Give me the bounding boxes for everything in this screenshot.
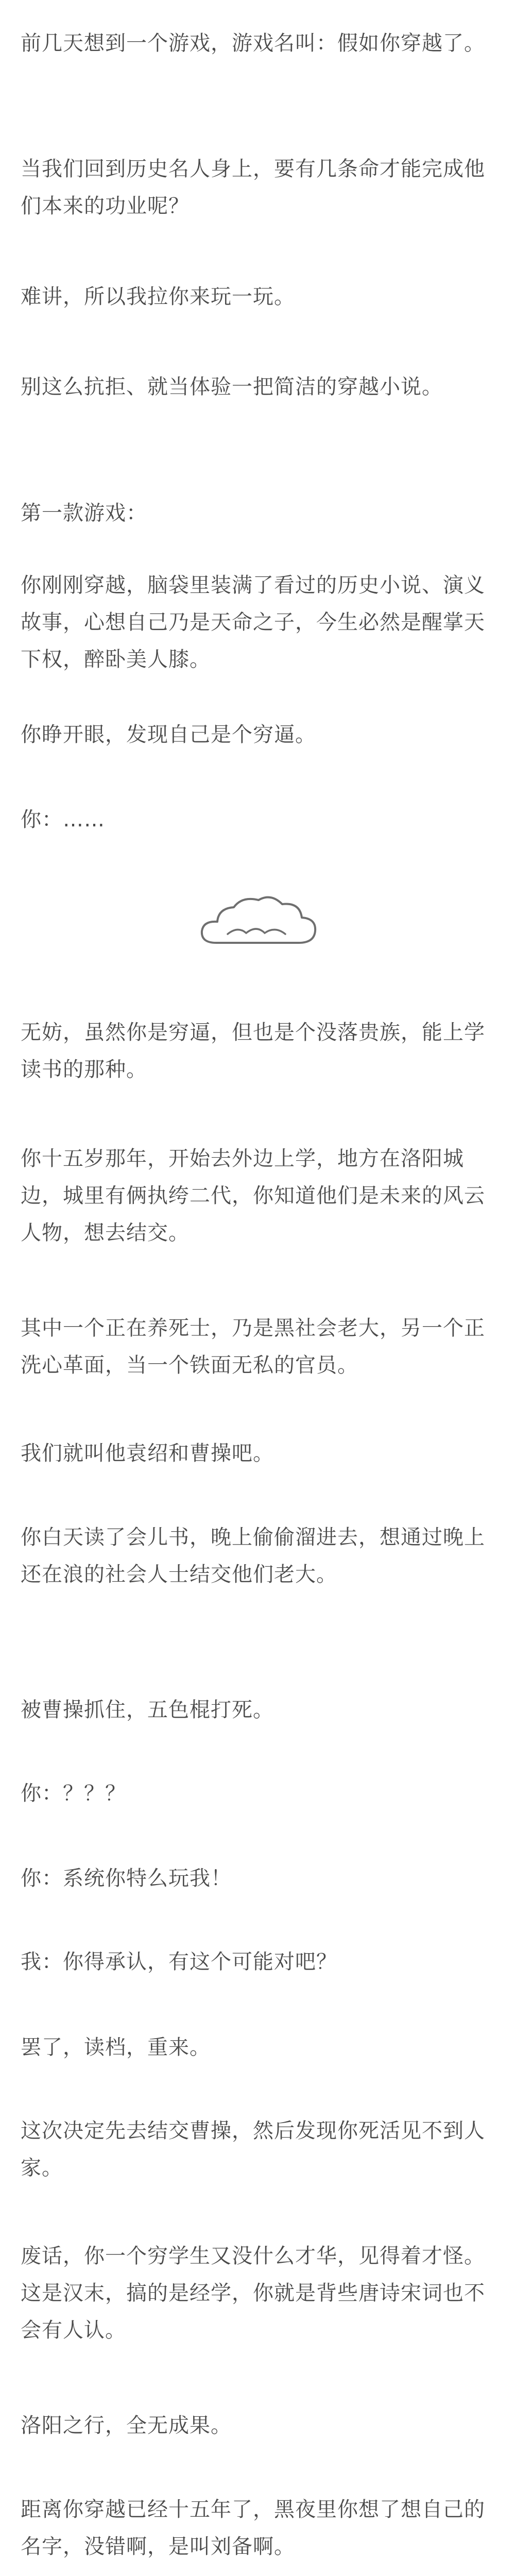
paragraph-11: 其中一个正在养死士，乃是黑社会老大，另一个正洗心革面，当一个铁面无私的官员。 (21, 1316, 485, 1377)
paragraph-19: 这次决定先去结交曹操，然后发现你死活见不到人家。 (21, 2119, 485, 2180)
paragraph-18: 罢了，读档，重来。 (21, 2036, 211, 2059)
paragraph-8: 你：…… (21, 808, 105, 832)
paragraph-16: 你：系统你特么玩我！ (21, 1867, 232, 1890)
paragraph-12: 我们就叫他袁绍和曹操吧。 (21, 1442, 274, 1465)
paragraph-13: 你白天读了会儿书，晚上偷偷溜进去，想通过晚上还在浪的社会人士结交他们老大。 (21, 1526, 485, 1586)
paragraph-6: 你刚刚穿越，脑袋里装满了看过的历史小说、演义故事，心想自己乃是天命之子，今生必然是醒掌天下权，醉卧美人膝。 (21, 573, 485, 671)
paragraph-5: 第一款游戏： (21, 501, 147, 525)
paragraph-17: 我：你得承认，有这个可能对吧？ (21, 1950, 337, 1974)
paragraph-21: 洛阳之行，全无成果。 (21, 2414, 232, 2437)
paragraph-20: 废话，你一个穷学生又没什么才华，见得着才怪。这是汉末，搞的是经学，你就是背些唐诗宋词也不会有人认。 (21, 2244, 485, 2342)
section-divider (0, 871, 515, 984)
paragraph-2: 当我们回到历史名人身上，要有几条命才能完成他们本来的功业呢？ (21, 157, 485, 218)
paragraph-22: 距离你穿越已经十五年了，黑夜里你想了想自己的名字，没错啊，是叫刘备啊。 (21, 2498, 485, 2558)
paragraph-15: 你：？？？ (21, 1782, 126, 1805)
paragraph-14: 被曹操抓住，五色棍打死。 (21, 1698, 274, 1722)
paragraph-3: 难讲，所以我拉你来玩一玩。 (21, 285, 295, 309)
paragraph-1: 前几天想到一个游戏，游戏名叫：假如你穿越了。 (21, 31, 485, 55)
cloud-icon (180, 889, 335, 966)
paragraph-10: 你十五岁那年，开始去外边上学，地方在洛阳城边，城里有俩执绔二代，你知道他们是未来的风云人物，想去结交。 (21, 1147, 485, 1245)
paragraph-7: 你睁开眼，发现自己是个穷逼。 (21, 723, 316, 747)
paragraph-4: 别这么抗拒、就当体验一把简洁的穿越小说。 (21, 375, 443, 399)
paragraph-9: 无妨，虽然你是穷逼，但也是个没落贵族，能上学读书的那种。 (21, 1021, 485, 1081)
